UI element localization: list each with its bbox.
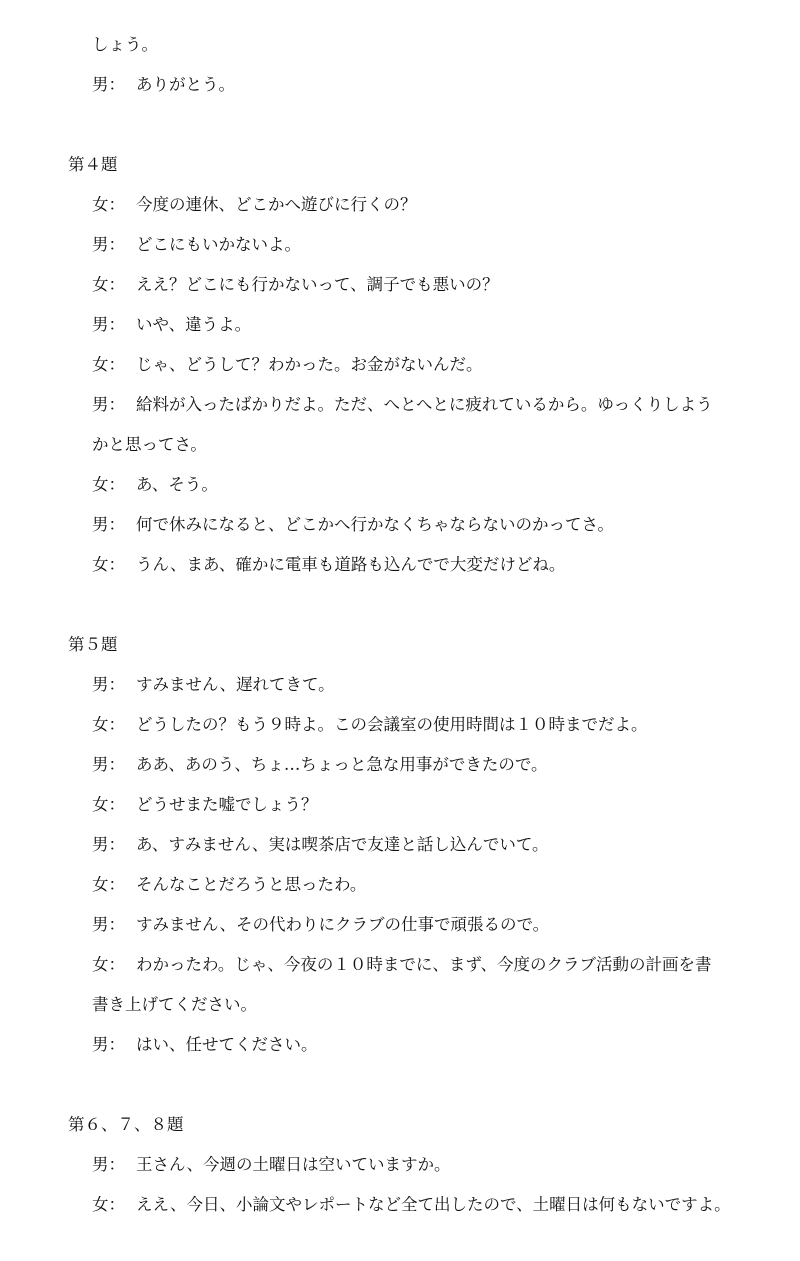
continuation-text: しょう。 [92,35,158,54]
dialogue-line [92,914,549,936]
dialogue-text: ええ、今日、小論文やレポートなど全て出したので、土曜日は何もないですよ。 [136,1195,731,1214]
dialogue-line [92,954,712,976]
speaker-label: 女： [92,715,125,734]
speaker-label: 男： [92,315,125,334]
dialogue-text: 今度の連休、どこかへ遊びに行くの？ [136,195,417,214]
dialogue-text: ええ？どこにも行かないって、調子でも悪いの？ [136,275,499,294]
dialogue-line [92,874,366,896]
dialogue-text: あ、すみません、実は喫茶店で友達と話し込んでいて。 [136,835,549,854]
dialogue-line [92,354,483,376]
dialogue-text: ありがとう。 [136,75,235,94]
dialogue-text: そんなことだろうと思ったわ。 [136,875,367,894]
speaker-label: 女： [92,955,125,974]
dialogue-text: はい、任せてください。 [136,1035,318,1054]
speaker-label: 男： [92,515,125,534]
dialogue-text: 何で休みになると、どこかへ行かなくちゃならないのかってさ。 [136,515,614,534]
dialogue-text: どうせまた嘘でしょう？ [136,795,318,814]
speaker-label: 男： [92,755,125,774]
speaker-label: 男： [92,395,125,414]
dialogue-line [92,234,301,256]
continuation-text: かと思ってさ。 [92,435,207,454]
dialogue-text: じゃ、どうして？わかった。お金がないんだ。 [136,355,483,374]
dialogue-line [92,554,565,576]
dialogue-text: わかったわ。じゃ、今夜の１０時までに、まず、今度のクラブ活動の計画を書 [136,955,712,974]
speaker-label: 男： [92,675,125,694]
speaker-label: 男： [92,1155,125,1174]
dialogue-line [92,274,499,296]
dialogue-line [92,474,218,496]
speaker-label: 女： [92,475,125,494]
speaker-label: 女： [92,275,125,294]
speaker-label: 女： [92,555,125,574]
speaker-label: 男： [92,75,125,94]
dialogue-line [92,714,648,736]
dialogue-text: 給料が入ったばかりだよ。ただ、へとへとに疲れているから。ゆっくりしよう [136,395,713,414]
dialogue-line [92,194,417,216]
speaker-label: 男： [92,1035,125,1054]
speaker-label: 女： [92,795,125,814]
dialogue-line [92,834,549,856]
speaker-label: 女： [92,1195,125,1214]
dialogue-line [92,314,251,336]
dialogue-line [92,1034,318,1056]
dialogue-line [92,794,318,816]
dialogue-text: ああ、あのう、ちょ…ちょっと急な用事ができたので。 [136,755,548,774]
speaker-label: 女： [92,875,125,894]
dialogue-line [92,754,548,776]
dialogue-text: すみません、遅れてきて。 [136,675,335,694]
question-heading: 第６、７、８題 [68,1115,184,1134]
dialogue-line [92,514,614,536]
dialogue-line [92,1194,731,1216]
dialogue-text: どうしたの？もう９時よ。この会議室の使用時間は１０時までだよ。 [136,715,648,734]
dialogue-line [92,394,713,416]
dialogue-text: うん、まあ、確かに電車も道路も込んでで大変だけどね。 [136,555,566,574]
dialogue-line [92,674,335,696]
speaker-label: 男： [92,235,125,254]
speaker-label: 女： [92,195,125,214]
question-heading: 第５題 [68,635,118,654]
speaker-label: 男： [92,915,125,934]
speaker-label: 男： [92,835,125,854]
continuation-text: 書き上げてください。 [92,995,257,1014]
dialogue-line [92,1154,451,1176]
dialogue-text: あ、そう。 [136,475,218,494]
dialogue-text: いや、違うよ。 [136,315,252,334]
dialogue-text: どこにもいかないよ。 [136,235,301,254]
speaker-label: 女： [92,355,125,374]
question-heading: 第４題 [68,155,118,174]
dialogue-text: 王さん、今週の土曜日は空いていますか。 [136,1155,451,1174]
dialogue-line [92,74,235,96]
dialogue-text: すみません、その代わりにクラブの仕事で頑張るので。 [136,915,550,934]
